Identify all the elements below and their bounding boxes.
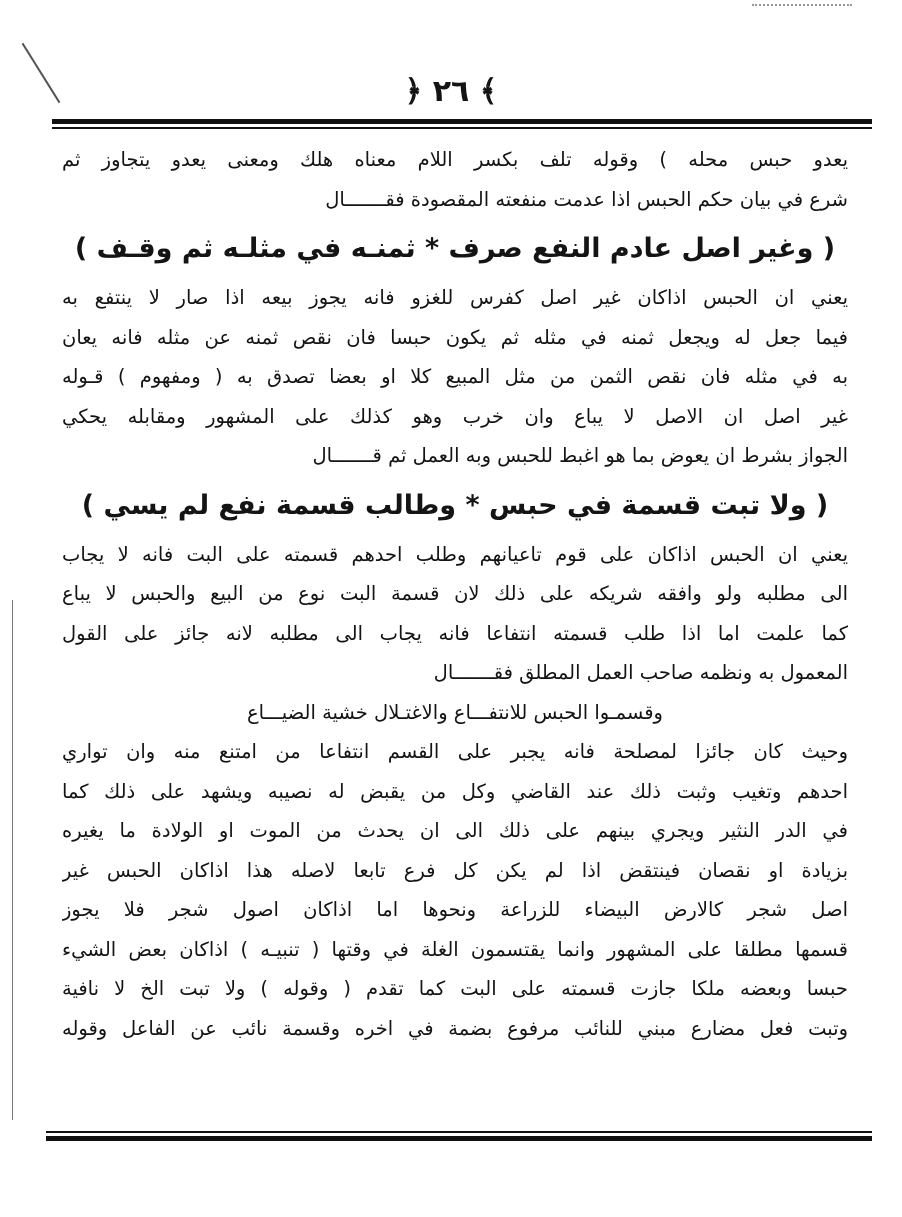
text-line: بزيادة او نقصان فينتقض اذا لم يكن كل فرع تابعا لاصله هذا اذاكان الحبس غير (62, 858, 848, 882)
text-line: احدهم وتغيب وثبت ذلك عند القاضي وكل من يقبض له نصيبه ويشهد على ذلك كما (62, 779, 848, 803)
text-line: وتبت فعل مضارع مبني للنائب مرفوع بضمة في اخره وقسمة نائب عن الفاعل وقوله (62, 1016, 848, 1040)
text-line: يعني ان الحبس اذاكان على قوم تاعيانهم وطلب احدهم قسمته على البت فانه لا يجاب (62, 542, 848, 566)
page-number: ﴿ ٢٦ ﴾ (404, 74, 498, 109)
page-header (0, 74, 902, 109)
frame-top-rule (52, 119, 872, 124)
text-line: يعدو حبس محله ) وقوله تلف بكسر اللام معناه هلك ومعنى يعدو يتجاوز ثم (62, 148, 848, 171)
page-body (62, 140, 848, 1048)
text-line: شرع في بيان حكم الحبس اذا عدمت منفعته المقصودة فقـــــــال (325, 187, 848, 211)
scan-speck (752, 4, 852, 16)
text-line: يعني ان الحبس اذاكان غير اصل كفرس للغزو فانه يجوز بيعه اذا صار لا ينتفع به (62, 286, 848, 309)
text-line: في الدر النثير ويجري بينهم على ذلك الى ان يحدث من الموت او الولادة ما يغيره (62, 819, 848, 842)
frame-bottom-rule-thin (46, 1131, 872, 1133)
frame-bottom-rule (46, 1136, 872, 1141)
frame-top-rule-thin (52, 127, 872, 129)
text-line: اصل شجر كالارض البيضاء للزراعة ونحوها اما اذاكان اصول شجر فلا يجوز (62, 898, 848, 921)
text-line: المعمول به ونظمه صاحب العمل المطلق فقـــــــال (433, 661, 848, 684)
verse-line: ( وغير اصل عادم النفع صرف * ثمنـه في مثلـه ثم وقـف ) (74, 233, 836, 264)
quoted-verse-line: وقسمـوا الحبس للانتفـــاع والاغتـلال خشية الضيـــاع (247, 700, 663, 724)
text-line: الى مطلبه ولو وافقه شريكه على ذلك لان قسمة البت نوع من البيع والحبس لا يباع (62, 582, 848, 605)
text-line: كما علمت اما اذا طلب قسمته انتفاعا فانه يجاب الى مطلبه لانه جائز على القول (62, 621, 848, 645)
margin-stroke (12, 600, 13, 1120)
text-line: قسمها مطلقا على المشهور وانما يقتسمون الغلة في وقتها ( تنبيـه ) اذاكان بعض الشيء (62, 937, 848, 961)
text-line: فيما جعل له ويجعل ثمنه في مثله ثم يكون حبسا فان نقص ثمنه عن مثله فانه يعان (62, 325, 848, 349)
text-line: الجواز بشرط ان يعوض بما هو اغبط للحبس وبه العمل ثم قـــــــال (312, 444, 848, 467)
text-line: حبسا وبعضه ملكا جازت قسمته على البت كما تقدم ( وقوله ) ولا تبت الخ لا نافية (62, 977, 848, 1000)
verse-line: ( ولا تبت قسمة في حبس * وطالب قسمة نفع لم يسي ) (81, 489, 829, 521)
text-line: وحيث كان جائزا لمصلحة فانه يجبر على القسم انتفاعا من امتنع منه وان تواري (62, 740, 848, 763)
text-line: به في مثله فان نقص الثمن من مثل المبيع كلا او بعضا تصدق به ( ومفهوم ) قـوله (62, 365, 848, 388)
text-line: غير اصل ان الاصل لا يباع وان خرب وهو كذلك على المشهور ومقابله يحكي (62, 404, 848, 428)
